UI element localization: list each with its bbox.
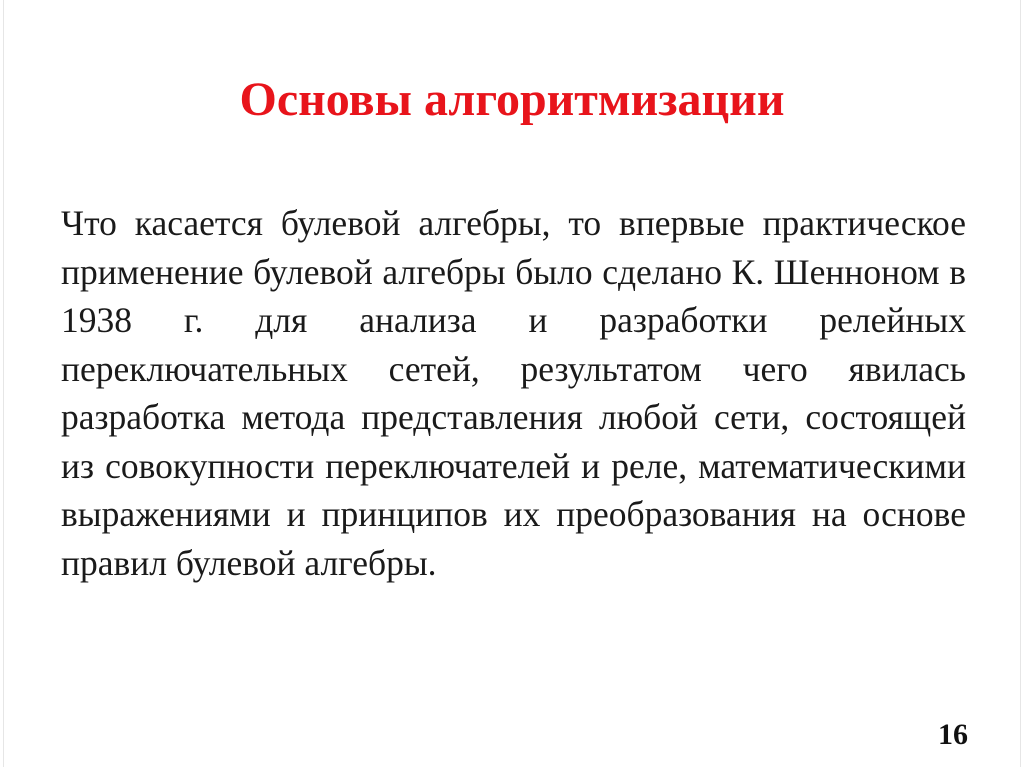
slide-body-text: Что касается булевой алгебры, то впервые практическое применение булевой алгебры было сделано К. Шенноном в 1938 г. для анализа и разработки релейных переключательных сетей, результатом чего явилась разработка метода представления любой сети, состоящей из совокупности переключателей и реле, математическими выражениями и принципов их преобразования на основе правил булевой алгебры. bbox=[61, 203, 966, 583]
page-number: 16 bbox=[938, 718, 968, 751]
slide-title: Основы алгоритмизации bbox=[239, 73, 785, 126]
